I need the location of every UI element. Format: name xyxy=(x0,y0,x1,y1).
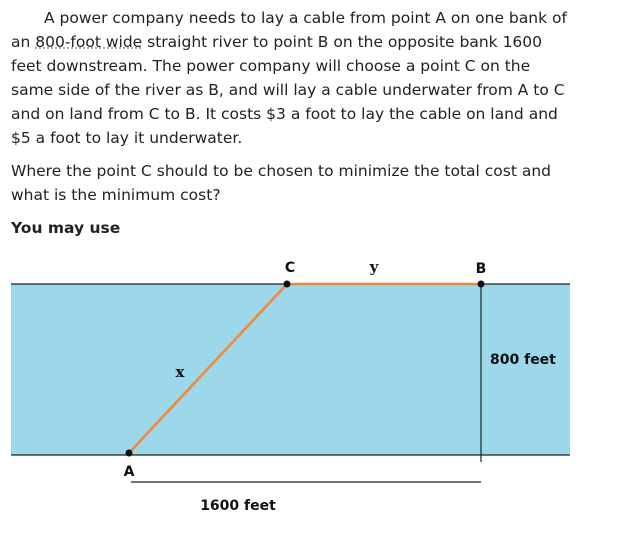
point-a-marker xyxy=(126,450,133,457)
river-area xyxy=(11,284,570,455)
problem-question: Where the point C should to be chosen to minimize the total cost and what is the minimum cost? xyxy=(11,162,552,204)
hint-text: You may use xyxy=(11,219,121,237)
river-width-label: 800 feet xyxy=(490,352,556,368)
label-c: C xyxy=(284,260,296,276)
downstream-distance-label: 1600 feet xyxy=(200,498,276,514)
river-width-link[interactable]: 800-foot wide xyxy=(35,33,143,51)
label-y: y xyxy=(369,258,379,276)
statement-part-1: A power company needs to lay a cable from point A on one bank of an xyxy=(11,9,567,51)
label-b: B xyxy=(475,261,487,277)
point-b-marker xyxy=(478,281,485,288)
statement-part-2: straight river to point B on the opposite bank 1600 feet downstream. The power company will choose a point C on the same side of the river as B, and will lay a cable underwater from A to C and on land from C to B. It costs $3 a foot to lay the cable on land and $5 a foot to lay it underwater. xyxy=(11,33,565,147)
point-c-marker xyxy=(284,281,291,288)
label-a: A xyxy=(123,464,135,480)
label-x: x xyxy=(175,363,185,381)
